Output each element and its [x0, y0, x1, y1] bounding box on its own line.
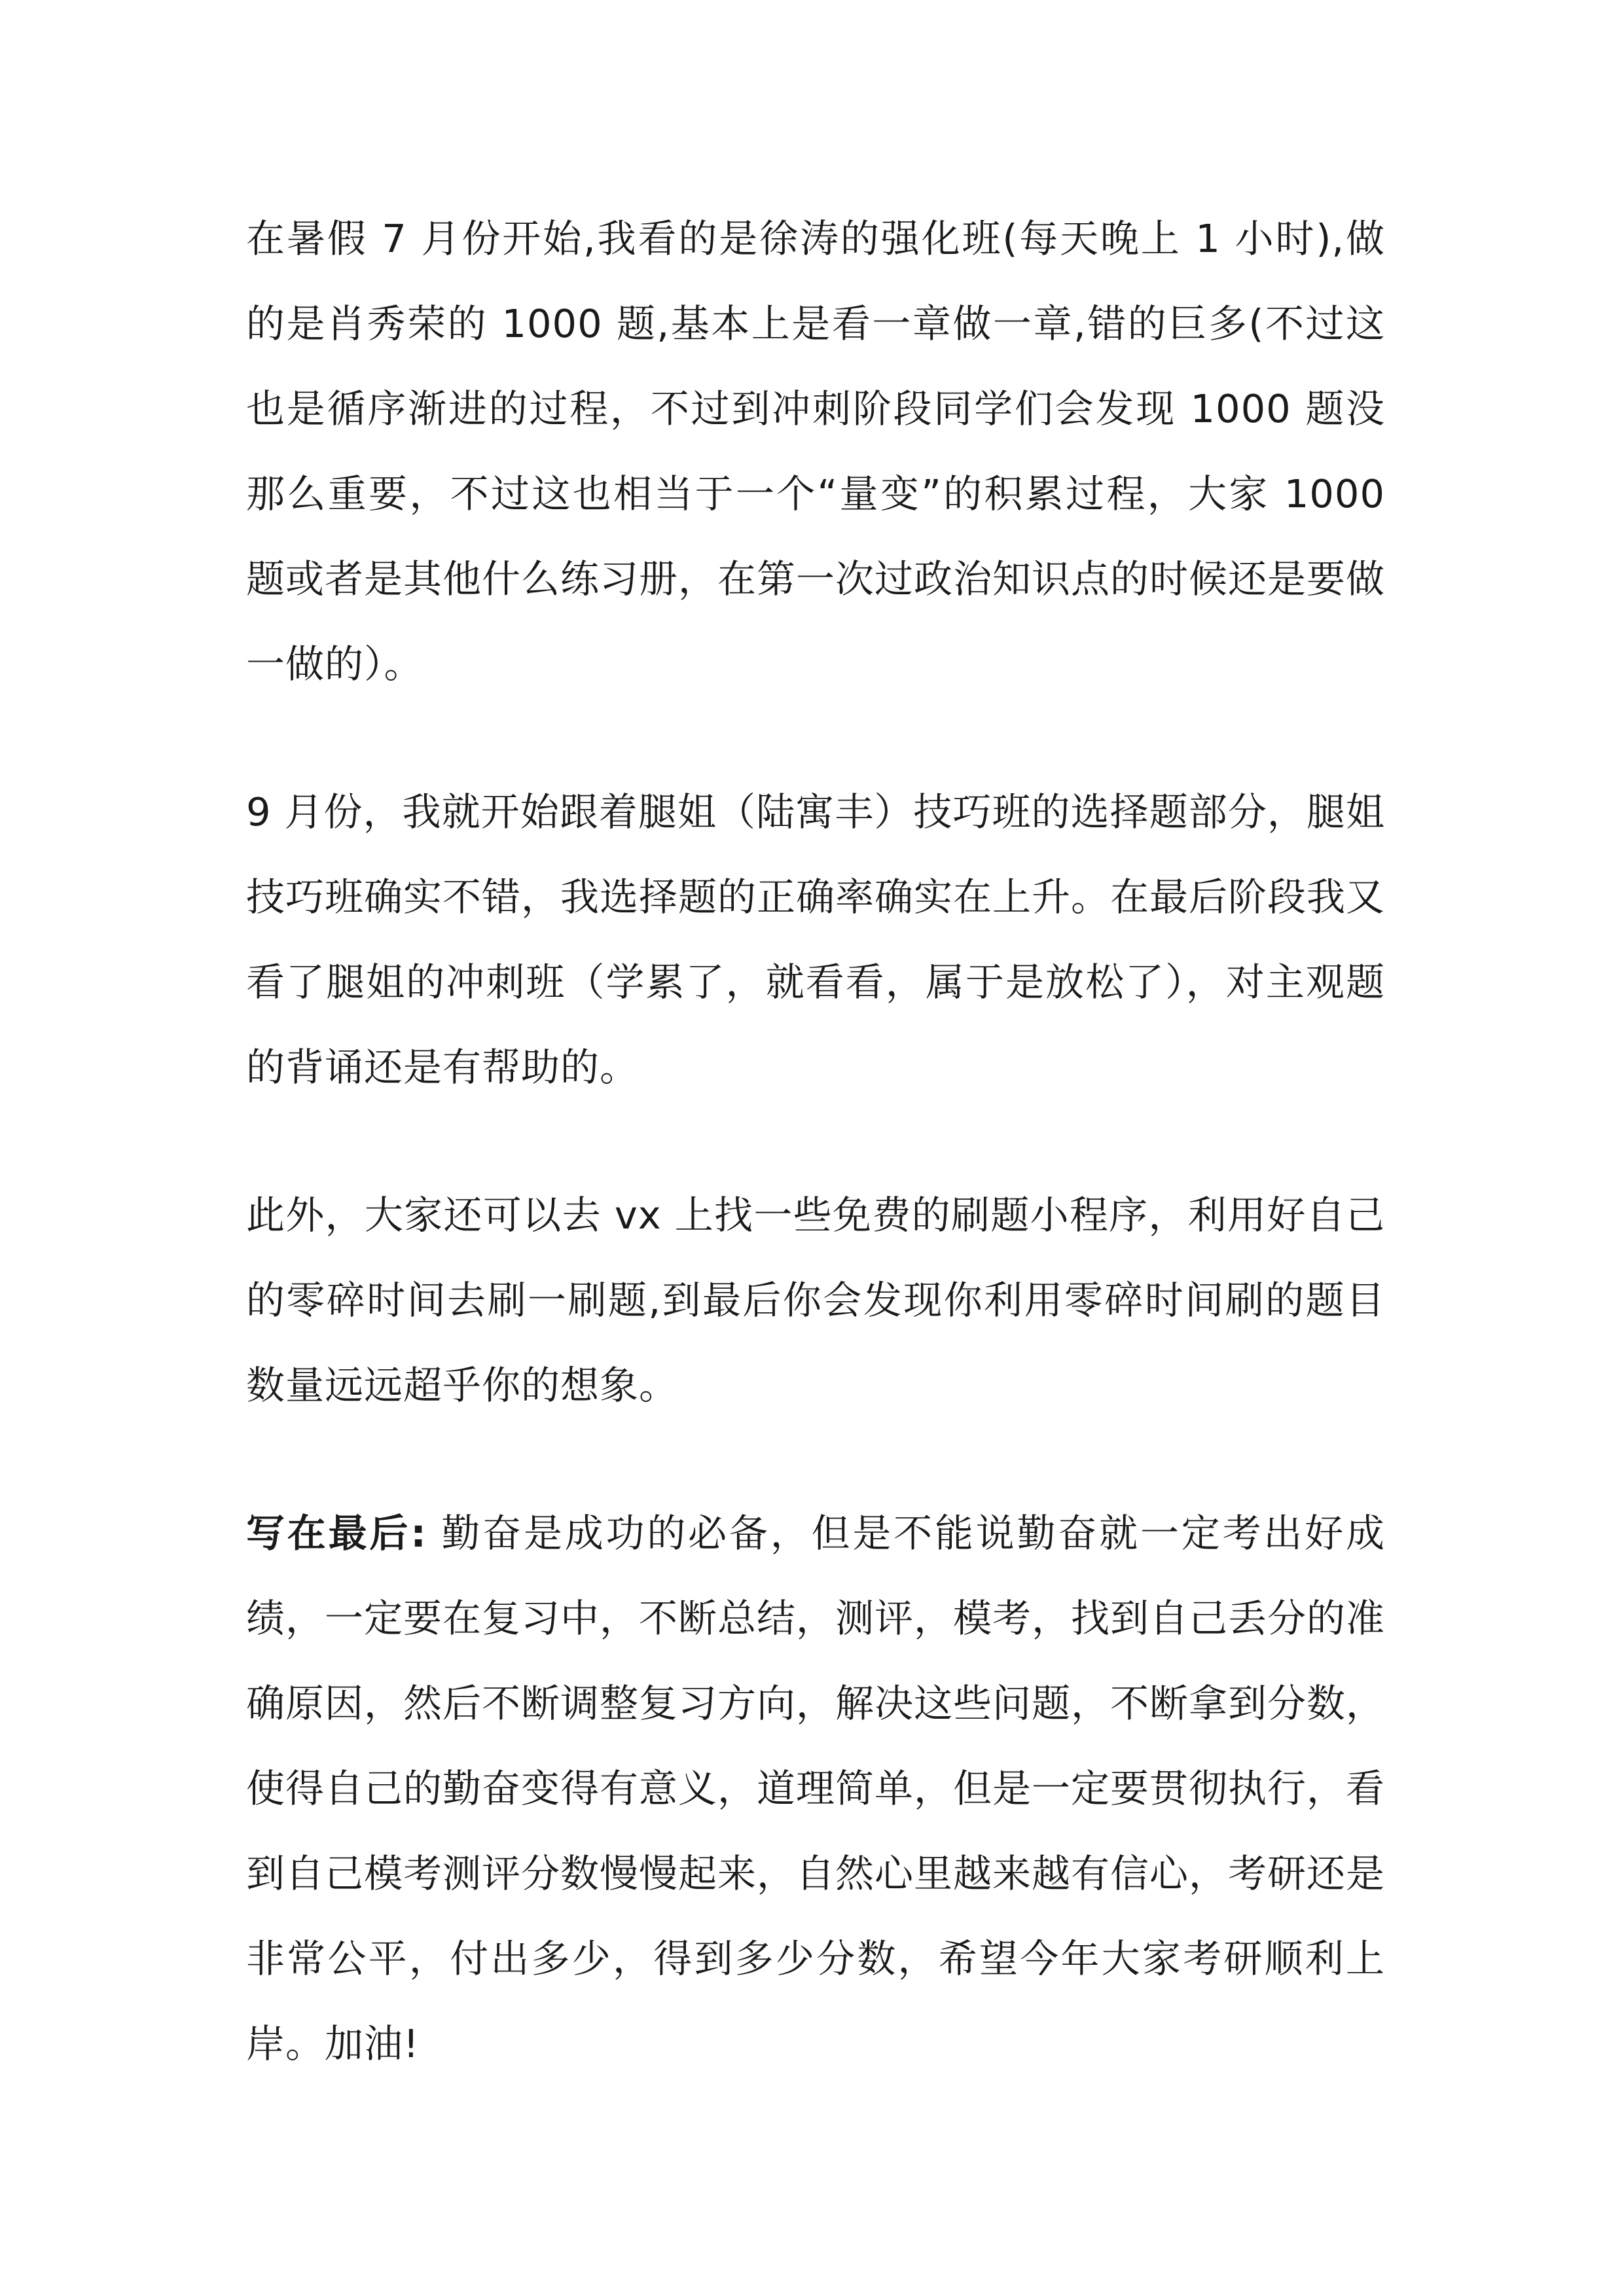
document-page	[246, 196, 1385, 2149]
paragraph-summer-study	[246, 196, 1385, 707]
paragraph-text: 此外，大家还可以去 vx 上找一些免费的刷题小程序，利用好自己的零碎时间去刷一刷题,到最后你会发现你利用零碎时间刷的题目数量远远超乎你的想象。	[246, 1193, 1385, 1408]
paragraph-extra-tips	[246, 1173, 1385, 1428]
conclusion-heading: 写在最后:	[246, 1511, 427, 1556]
paragraph-september-course	[246, 770, 1385, 1110]
paragraph-text: 在暑假 7 月份开始,我看的是徐涛的强化班(每天晚上 1 小时),做的是肖秀荣的 1000 题,基本上是看一章做一章,错的巨多(不过这也是循序渐进的过程，不过到冲刺阶段同学们会发现 1000 题没那么重要，不过这也相当于一个“量变”的积累过程，大家 1000 题或者是其他什么练习册，在第一次过政治知识点的时候还是要做一做的）。	[246, 216, 1386, 687]
paragraph-conclusion	[246, 1491, 1385, 2087]
paragraph-text: 9 月份，我就开始跟着腿姐（陆寓丰）技巧班的选择题部分，腿姐技巧班确实不错，我选择题的正确率确实在上升。在最后阶段我又看了腿姐的冲刺班（学累了，就看看，属于是放松了），对主观题的背诵还是有帮助的。	[246, 789, 1386, 1090]
paragraph-text: 勤奋是成功的必备，但是不能说勤奋就一定考出好成绩，一定要在复习中，不断总结，测评，模考，找到自己丢分的准确原因，然后不断调整复习方向，解决这些问题，不断拿到分数，使得自己的勤奋变得有意义，道理简单，但是一定要贯彻执行，看到自己模考测评分数慢慢起来，自然心里越来越有信心，考研还是非常公平，付出多少，得到多少分数，希望今年大家考研顺利上岸。加油!	[246, 1511, 1386, 2066]
